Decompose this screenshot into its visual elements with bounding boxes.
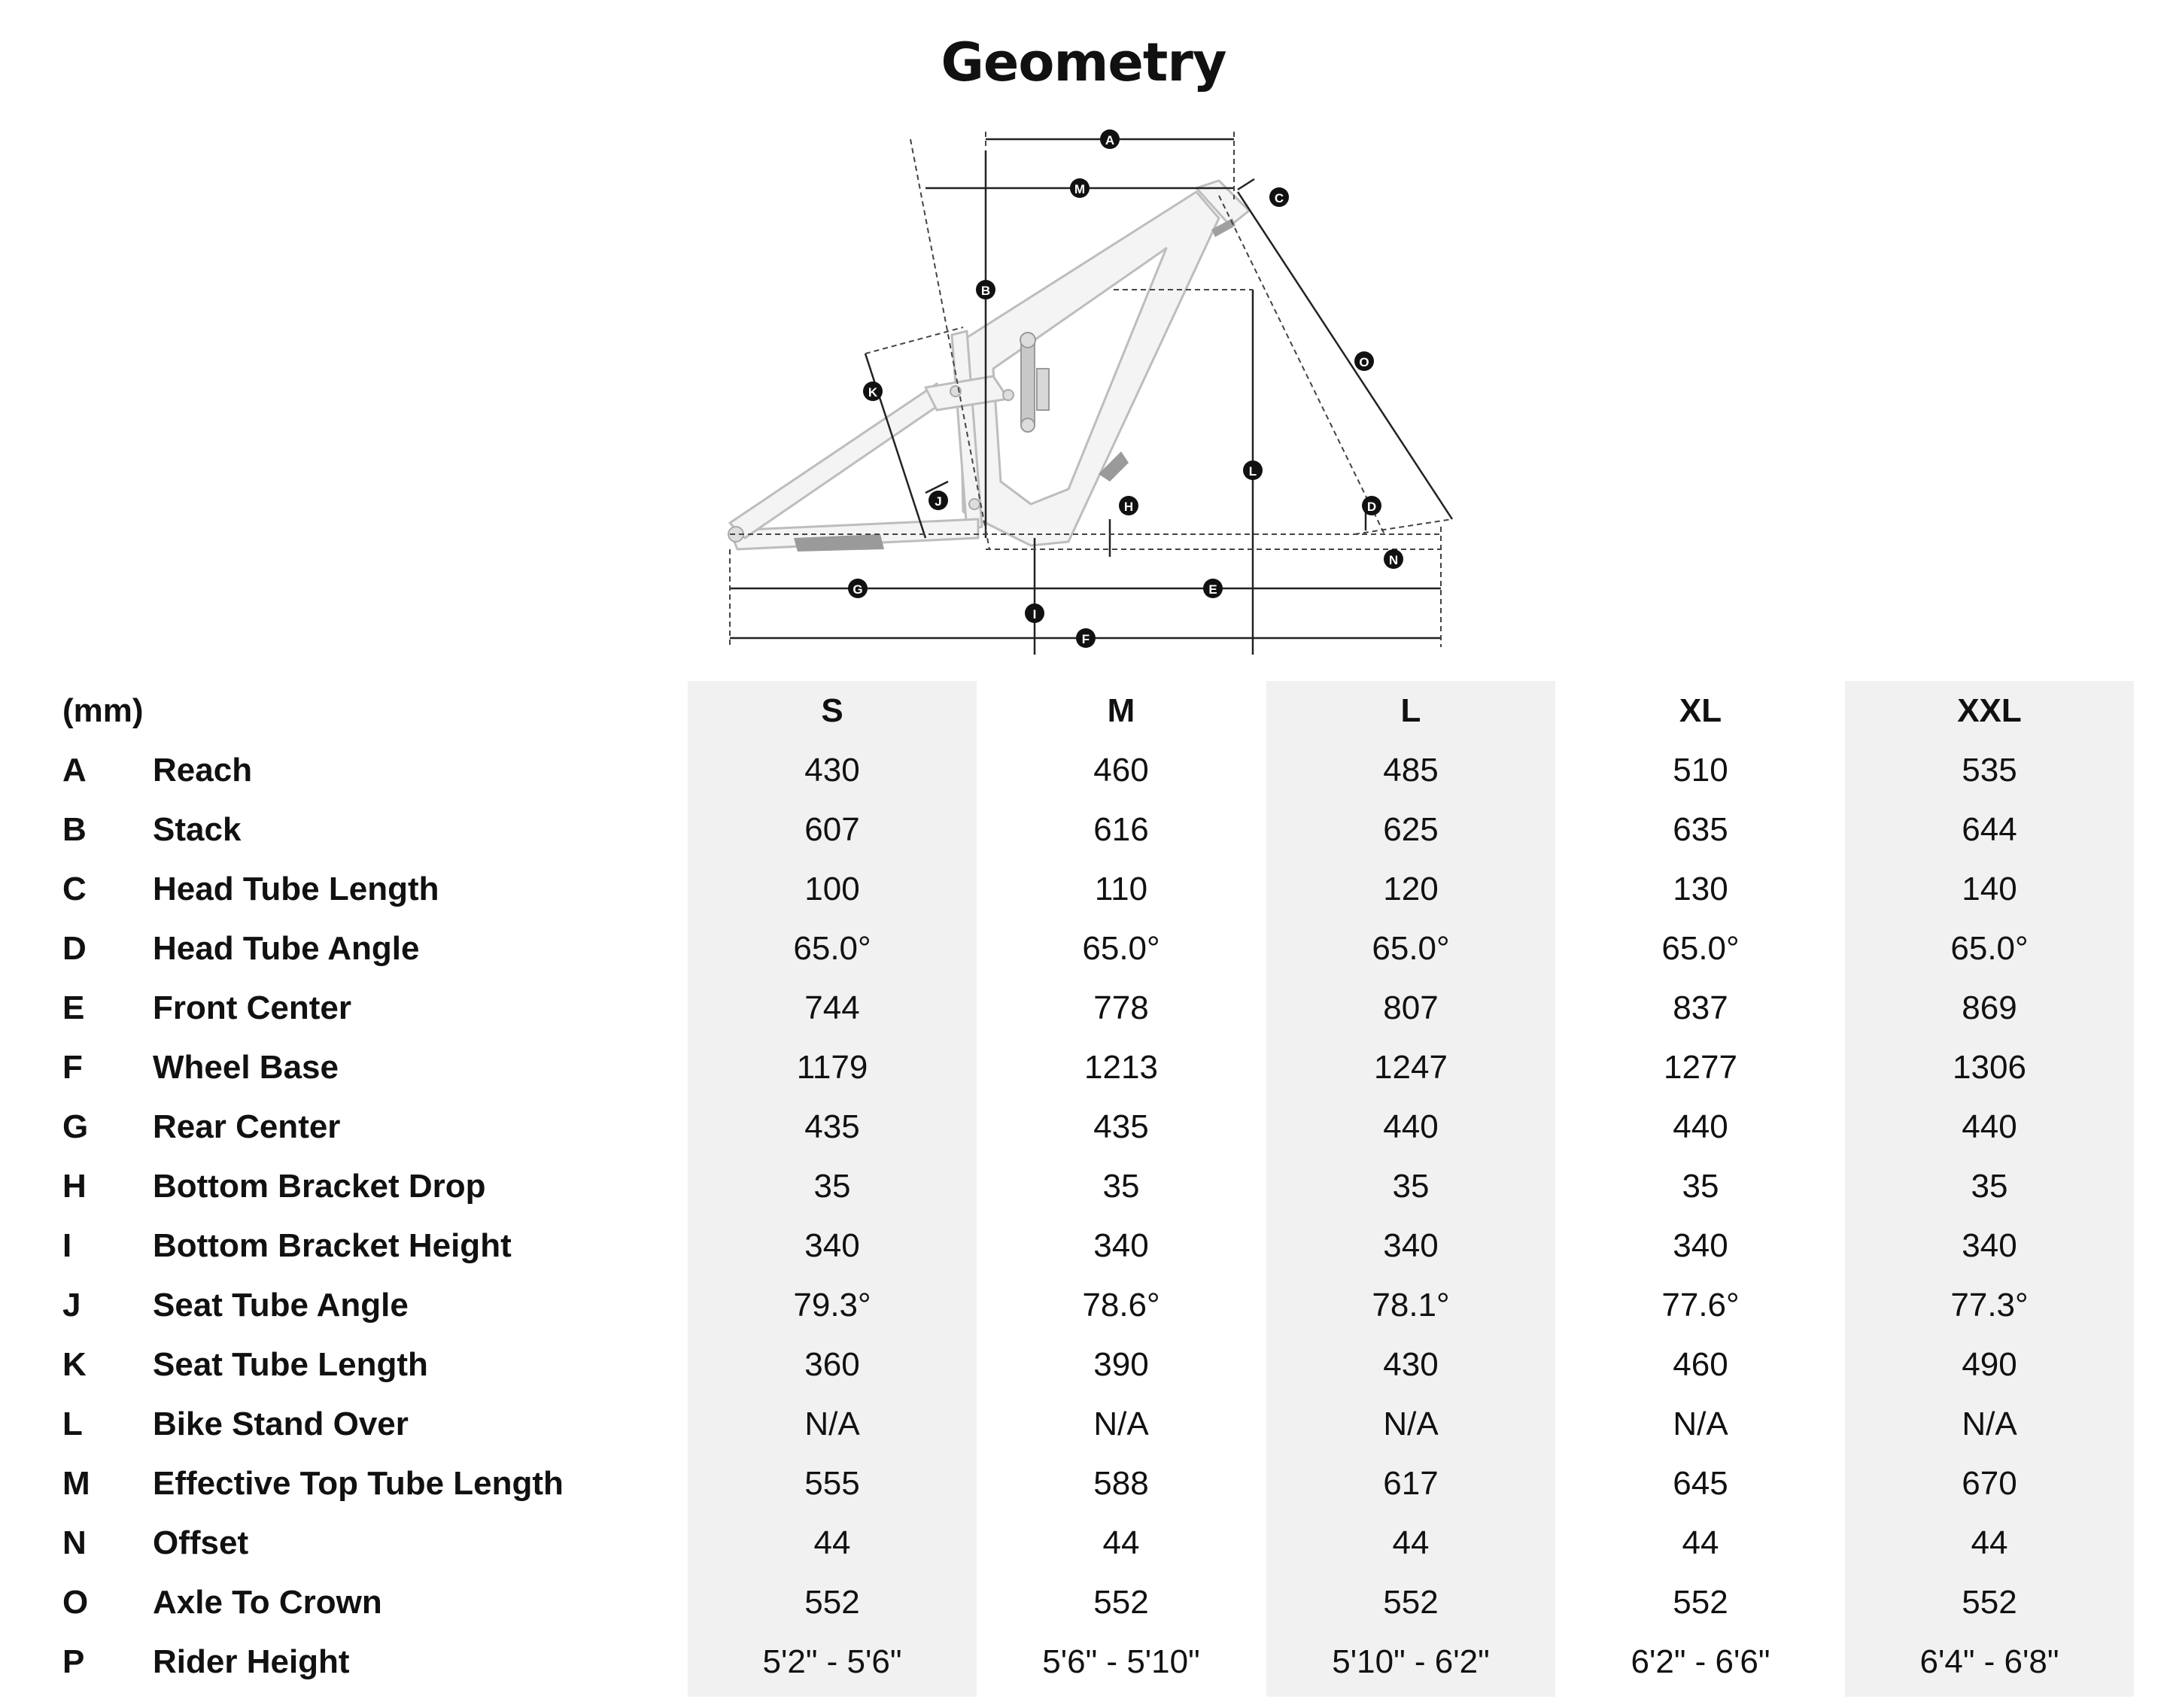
svg-text:B: B (980, 284, 991, 298)
row-value-m: N/A (1093, 1406, 1149, 1442)
row-value-l: 485 (1383, 752, 1439, 789)
row-value-l: 617 (1383, 1465, 1439, 1502)
row-value-xxl: 552 (1962, 1584, 2017, 1621)
svg-text:N: N (1388, 553, 1399, 567)
row-value-xl: 65.0° (1661, 930, 1740, 967)
row-value-s: 607 (804, 811, 860, 848)
table-row (0, 1097, 2167, 1156)
size-header-m: M (1107, 692, 1135, 729)
callout-i (1025, 603, 1044, 623)
callout-d (1362, 496, 1381, 515)
row-value-xl: 635 (1673, 811, 1728, 848)
row-value-l: 807 (1383, 989, 1439, 1026)
row-value-xxl: 490 (1962, 1346, 2017, 1383)
row-value-m: 78.6° (1082, 1287, 1160, 1324)
bike-frame-illustration (730, 181, 1249, 549)
row-value-xxl: 6'4" - 6'8" (1919, 1643, 2059, 1680)
table-row (0, 1156, 2167, 1216)
row-value-xl: 837 (1673, 989, 1728, 1026)
row-value-l: 552 (1383, 1584, 1439, 1621)
row-letter: E (62, 989, 85, 1026)
row-value-s: 44 (813, 1524, 851, 1561)
row-measurement-name: Offset (153, 1524, 249, 1561)
row-measurement-name: Head Tube Angle (153, 930, 420, 967)
svg-text:J: J (935, 494, 942, 509)
row-value-l: 120 (1383, 871, 1439, 907)
row-letter: O (62, 1584, 89, 1621)
row-value-xxl: 1306 (1953, 1049, 2026, 1086)
row-measurement-name: Bottom Bracket Height (153, 1227, 512, 1264)
row-letter: P (62, 1643, 85, 1680)
row-value-xl: 440 (1673, 1108, 1728, 1145)
row-value-s: 35 (813, 1168, 851, 1205)
row-value-xl: 1277 (1664, 1049, 1737, 1086)
size-header-xxl: XXL (1957, 692, 2022, 729)
row-measurement-name: Rider Height (153, 1643, 350, 1680)
size-header-l: L (1400, 692, 1421, 729)
callout-g (848, 579, 868, 598)
row-value-xl: 340 (1673, 1227, 1728, 1264)
svg-text:D: D (1366, 500, 1377, 514)
row-letter: J (62, 1287, 81, 1324)
svg-text:C: C (1274, 191, 1284, 205)
row-value-xxl: 35 (1971, 1168, 2008, 1205)
row-value-m: 390 (1093, 1346, 1149, 1383)
table-row (0, 978, 2167, 1038)
row-letter: N (62, 1524, 87, 1561)
row-value-xl: 510 (1673, 752, 1728, 789)
frame-geometry-diagram (677, 128, 1490, 655)
row-value-xxl: 869 (1962, 989, 2017, 1026)
callout-b (976, 280, 995, 299)
row-value-xl: 44 (1682, 1524, 1719, 1561)
row-value-l: 1247 (1374, 1049, 1448, 1086)
table-row (0, 1454, 2167, 1513)
row-letter: I (62, 1227, 72, 1264)
size-header-xl: XL (1679, 692, 1722, 729)
row-value-xxl: 440 (1962, 1108, 2017, 1145)
callout-m (1070, 178, 1090, 198)
row-value-xxl: 140 (1962, 871, 2017, 907)
row-value-xxl: N/A (1962, 1406, 2017, 1442)
row-value-s: 100 (804, 871, 860, 907)
svg-text:K: K (868, 385, 878, 400)
table-row (0, 800, 2167, 859)
row-letter: D (62, 930, 87, 967)
callout-n (1384, 549, 1403, 569)
row-value-l: 340 (1383, 1227, 1439, 1264)
row-letter: L (62, 1406, 83, 1442)
row-measurement-name: Seat Tube Length (153, 1346, 428, 1383)
row-letter: K (62, 1346, 87, 1383)
row-measurement-name: Bike Stand Over (153, 1406, 409, 1442)
row-value-xl: 35 (1682, 1168, 1719, 1205)
row-value-m: 65.0° (1082, 930, 1160, 967)
unit-label: (mm) (62, 692, 144, 729)
svg-text:G: G (853, 582, 863, 597)
geometry-table (0, 681, 2167, 1708)
row-value-m: 552 (1093, 1584, 1149, 1621)
row-value-l: 430 (1383, 1346, 1439, 1383)
table-row (0, 919, 2167, 978)
row-measurement-name: Wheel Base (153, 1049, 339, 1086)
row-measurement-name: Head Tube Length (153, 871, 439, 907)
row-value-m: 616 (1093, 811, 1149, 848)
svg-text:A: A (1105, 133, 1115, 147)
callout-h (1119, 496, 1138, 515)
row-value-m: 110 (1094, 871, 1148, 907)
table-row (0, 1573, 2167, 1632)
callout-j (928, 491, 948, 510)
row-value-m: 44 (1102, 1524, 1140, 1561)
row-value-l: 78.1° (1372, 1287, 1450, 1324)
size-header-s: S (821, 692, 843, 729)
row-value-xl: 130 (1673, 871, 1728, 907)
table-row (0, 1394, 2167, 1454)
row-value-s: 340 (804, 1227, 860, 1264)
row-letter: A (62, 752, 87, 789)
table-row (0, 1632, 2167, 1691)
row-value-m: 5'6" - 5'10" (1042, 1643, 1200, 1680)
row-value-s: 1179 (796, 1049, 868, 1086)
table-row (0, 1275, 2167, 1335)
row-measurement-name: Front Center (153, 989, 351, 1026)
row-value-s: 744 (804, 989, 860, 1026)
row-value-s: 5'2" - 5'6" (762, 1643, 902, 1680)
callout-o (1354, 351, 1374, 371)
row-value-xl: 6'2" - 6'6" (1631, 1643, 1770, 1680)
svg-text:L: L (1248, 464, 1257, 479)
table-header-row (0, 681, 2167, 740)
row-letter: M (62, 1465, 90, 1502)
row-value-m: 340 (1093, 1227, 1149, 1264)
row-value-m: 1213 (1084, 1049, 1158, 1086)
svg-text:M: M (1074, 182, 1086, 196)
callout-f (1076, 628, 1096, 648)
row-value-xxl: 644 (1962, 811, 2017, 848)
row-value-xxl: 77.3° (1950, 1287, 2029, 1324)
row-value-m: 435 (1093, 1108, 1149, 1145)
callout-k (863, 381, 883, 401)
row-value-s: 435 (804, 1108, 860, 1145)
row-measurement-name: Axle To Crown (153, 1584, 382, 1621)
row-value-xl: N/A (1673, 1406, 1728, 1442)
row-measurement-name: Effective Top Tube Length (153, 1465, 564, 1502)
row-value-l: 35 (1392, 1168, 1430, 1205)
row-value-s: 360 (804, 1346, 860, 1383)
svg-text:E: E (1208, 582, 1217, 597)
row-measurement-name: Stack (153, 811, 242, 848)
row-measurement-name: Seat Tube Angle (153, 1287, 409, 1324)
row-value-xl: 77.6° (1661, 1287, 1740, 1324)
table-row (0, 740, 2167, 800)
row-value-xl: 552 (1673, 1584, 1728, 1621)
svg-text:F: F (1081, 632, 1090, 646)
row-letter: C (62, 871, 87, 907)
row-value-xxl: 340 (1962, 1227, 2017, 1264)
row-value-m: 588 (1093, 1465, 1149, 1502)
svg-text:O: O (1359, 355, 1369, 369)
svg-text:H: H (1123, 500, 1134, 514)
row-value-xxl: 44 (1971, 1524, 2008, 1561)
row-value-l: 625 (1383, 811, 1439, 848)
row-letter: F (62, 1049, 83, 1086)
row-letter: G (62, 1108, 89, 1145)
row-value-l: 440 (1383, 1108, 1439, 1145)
row-measurement-name: Rear Center (153, 1108, 341, 1145)
row-value-s: 430 (804, 752, 860, 789)
callout-c (1269, 187, 1289, 207)
row-value-s: 552 (804, 1584, 860, 1621)
row-value-l: 65.0° (1372, 930, 1450, 967)
row-value-s: N/A (804, 1406, 860, 1442)
row-value-l: N/A (1383, 1406, 1439, 1442)
row-value-m: 778 (1093, 989, 1149, 1026)
page-title: Geometry (941, 32, 1226, 93)
callout-e (1203, 579, 1223, 598)
table-row (0, 1335, 2167, 1394)
row-letter: H (62, 1168, 87, 1205)
table-row (0, 1513, 2167, 1573)
callout-a (1100, 129, 1120, 149)
row-value-s: 79.3° (793, 1287, 871, 1324)
row-value-m: 35 (1102, 1168, 1140, 1205)
row-measurement-name: Bottom Bracket Drop (153, 1168, 486, 1205)
row-value-xxl: 535 (1962, 752, 2017, 789)
callout-l (1243, 460, 1263, 480)
table-row (0, 1216, 2167, 1275)
row-value-l: 44 (1392, 1524, 1430, 1561)
table-row (0, 1038, 2167, 1097)
row-letter: B (62, 811, 87, 848)
row-measurement-name: Reach (153, 752, 253, 789)
row-value-m: 460 (1093, 752, 1149, 789)
row-value-l: 5'10" - 6'2" (1332, 1643, 1490, 1680)
row-value-xl: 460 (1673, 1346, 1728, 1383)
table-row (0, 859, 2167, 919)
row-value-xxl: 65.0° (1950, 930, 2029, 967)
row-value-xl: 645 (1673, 1465, 1728, 1502)
svg-text:I: I (1032, 607, 1037, 622)
row-value-s: 555 (804, 1465, 860, 1502)
row-value-xxl: 670 (1962, 1465, 2017, 1502)
row-value-s: 65.0° (793, 930, 871, 967)
